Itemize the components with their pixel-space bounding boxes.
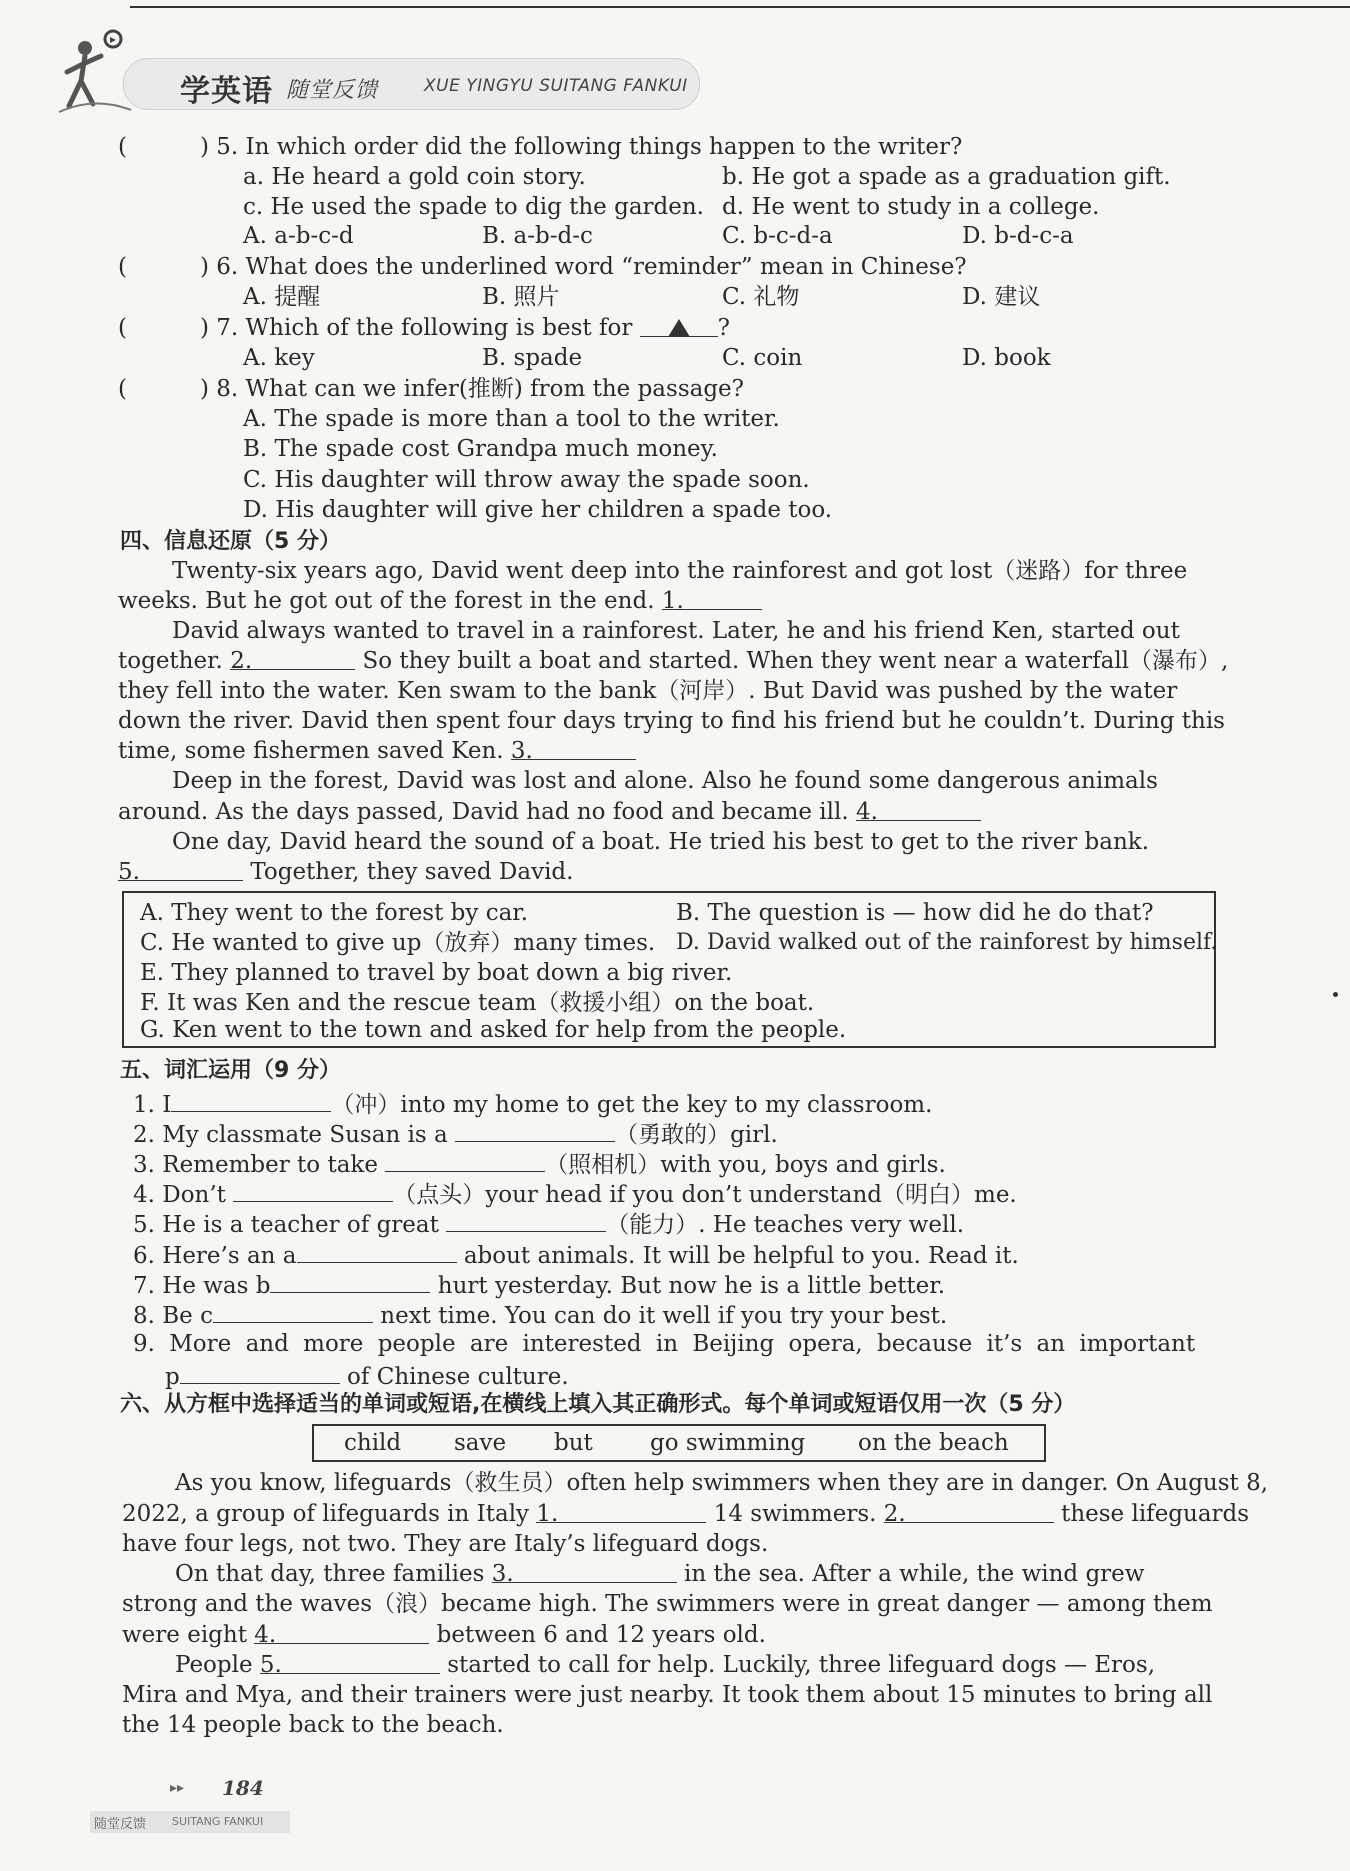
q7-option-d: D. book	[962, 345, 1051, 371]
s5-text: 6. Here’s an a	[133, 1243, 297, 1269]
s4-p3-line1: Deep in the forest, David was lost and alone. Also he found some dangerous animals	[172, 768, 1158, 794]
s6-blank-1[interactable]	[536, 1500, 706, 1527]
blank-number: 1.	[536, 1501, 559, 1527]
s6-p3-line3: the 14 people back to the beach.	[122, 1712, 504, 1738]
s5-blank-4[interactable]	[233, 1179, 393, 1202]
s6-text: between 6 and 12 years old.	[436, 1622, 766, 1648]
q5-item-b: b. He got a spade as a graduation gift.	[722, 164, 1171, 190]
s4-text: weeks. But he got out of the forest in the end.	[118, 588, 655, 614]
s5-item-4	[133, 1179, 1017, 1209]
s5-blank-6[interactable]	[297, 1240, 457, 1263]
footer-label-cn: 随堂反馈	[94, 1817, 147, 1832]
s4-p2-line4: down the river. David then spent four days trying to find his friend but he couldn’t. During this	[118, 708, 1225, 734]
s5-text: （勇敢的）girl.	[615, 1122, 778, 1148]
section-4-options-box	[122, 891, 1216, 1048]
s6-p2-line2: strong and the waves（浪）became high. The swimmers were in great danger — among them	[122, 1591, 1213, 1617]
s6-text: started to call for help. Luckily, three lifeguard dogs — Eros,	[447, 1652, 1156, 1678]
s6-blank-3[interactable]	[491, 1560, 677, 1587]
blank-number: 3.	[510, 738, 533, 764]
q6-option-a: A. 提醒	[243, 284, 321, 310]
s5-text: of Chinese culture.	[347, 1364, 569, 1390]
s5-text: （照相机）with you, boys and girls.	[545, 1152, 946, 1178]
s6-p1-line2	[122, 1500, 1249, 1528]
s4-option-c: C. He wanted to give up（放弃）many times.	[140, 930, 656, 956]
s5-blank-3[interactable]	[385, 1149, 545, 1172]
question-8: ) 8. What can we infer(推断) from the passage?	[200, 376, 745, 402]
question-6: ) 6. What does the underlined word “reminder” mean in Chinese?	[200, 254, 967, 280]
blank-number: 4.	[254, 1622, 277, 1648]
q8-option-d: D. His daughter will give her children a spade too.	[243, 497, 833, 523]
s4-option-g: G. Ken went to the town and asked for help from the people.	[140, 1017, 847, 1043]
section-6-heading: 六、从方框中选择适当的单词或短语,在横线上填入其正确形式。每个单词或短语仅用一次（5 分）	[120, 1392, 1076, 1417]
paren: (	[118, 315, 127, 341]
header-title-cn: 学英语	[180, 74, 273, 109]
question-7	[200, 314, 730, 342]
q8-option-b: B. The spade cost Grandpa much money.	[243, 436, 718, 462]
q5-item-c: c. He used the spade to dig the garden.	[243, 194, 704, 220]
s4-option-e: E. They planned to travel by boat down a big river.	[140, 960, 733, 986]
s5-text: 1. I	[133, 1092, 172, 1118]
s4-p3-line2	[118, 798, 981, 826]
s5-item-8	[133, 1300, 947, 1330]
s6-p3-line1	[175, 1651, 1155, 1679]
s5-item-9-line2	[165, 1361, 569, 1391]
s6-text: People	[175, 1652, 253, 1678]
s5-blank-8[interactable]	[213, 1300, 373, 1323]
s4-p1-line2	[118, 587, 762, 615]
q6-option-c: C. 礼物	[722, 284, 800, 310]
s4-option-f: F. It was Ken and the rescue team（救援小组）on the boat.	[140, 990, 815, 1016]
section-4-heading: 四、信息还原（5 分）	[120, 529, 341, 554]
s6-text: 14 swimmers.	[713, 1501, 877, 1527]
s5-text: 8. Be c	[133, 1303, 213, 1329]
word-go-swimming: go swimming	[650, 1430, 806, 1456]
s5-text: p	[165, 1364, 180, 1390]
paren: (	[118, 254, 127, 280]
s6-p2-line3	[122, 1621, 766, 1649]
s4-blank-3[interactable]	[510, 737, 636, 764]
q7-option-c: C. coin	[722, 345, 803, 371]
blank-number: 2.	[883, 1501, 906, 1527]
section-5-heading: 五、词汇运用（9 分）	[120, 1058, 341, 1083]
s6-text: these lifeguards	[1061, 1501, 1250, 1527]
page-header	[55, 20, 688, 120]
s6-blank-2[interactable]	[883, 1500, 1054, 1527]
s6-p1-line1: As you know, lifeguards（救生员）often help swimmers when they are in danger. On August 8,	[175, 1470, 1269, 1496]
header-title-cn2: 随堂反馈	[286, 78, 379, 103]
s5-blank-9[interactable]	[180, 1361, 340, 1384]
word-on-the-beach: on the beach	[858, 1430, 1009, 1456]
s5-text: （冲）into my home to get the key to my classroom.	[331, 1092, 933, 1118]
s4-p2-line5	[118, 737, 636, 765]
q5-item-a: a. He heard a gold coin story.	[243, 164, 586, 190]
s6-text: were eight	[122, 1622, 247, 1648]
s5-item-5	[133, 1209, 964, 1239]
header-title-en: XUE YINGYU SUITANG FANKUI	[424, 76, 688, 96]
word-but: but	[554, 1430, 593, 1456]
s5-item-3	[133, 1149, 946, 1179]
s5-item-2	[133, 1119, 778, 1149]
margin-dot	[1333, 992, 1338, 997]
s4-text: time, some fishermen saved Ken.	[118, 738, 504, 764]
s5-blank-7[interactable]	[270, 1270, 430, 1293]
q7-text: ) 7. Which of the following is best for	[200, 315, 633, 341]
s5-text: 7. He was b	[133, 1273, 271, 1299]
s5-item-7	[133, 1270, 945, 1300]
s5-text: 5. He is a teacher of great	[133, 1212, 439, 1238]
s4-option-b: B. The question is — how did he do that?	[676, 900, 1154, 926]
s5-text: 2. My classmate Susan is a	[133, 1122, 448, 1148]
question-5: ) 5. In which order did the following things happen to the writer?	[200, 134, 963, 160]
s4-p2-line3: they fell into the water. Ken swam to the bank（河岸）. But David was pushed by the water	[118, 678, 1178, 704]
q5-option-d: D. b-d-c-a	[962, 223, 1074, 249]
s4-blank-2[interactable]	[230, 647, 355, 674]
s5-blank-5[interactable]	[446, 1209, 606, 1232]
s5-text: hurt yesterday. But now he is a little better.	[437, 1273, 946, 1299]
blank-number: 4.	[856, 799, 878, 825]
s6-text: in the sea. After a while, the wind grew	[684, 1561, 1145, 1587]
blank-number: 5.	[118, 859, 140, 885]
footer-arrow-icon: ▸▸	[170, 1780, 185, 1796]
s6-p2-line1	[175, 1560, 1144, 1588]
s4-p2-line1: David always wanted to travel in a rainforest. Later, he and his friend Ken, started out	[172, 618, 1180, 644]
s6-text: 2022, a group of lifeguards in Italy	[122, 1501, 530, 1527]
paren: (	[118, 376, 127, 402]
s4-blank-1[interactable]	[661, 587, 762, 614]
blank-number: 3.	[491, 1561, 514, 1587]
q7-option-a: A. key	[243, 345, 315, 371]
s5-item-9: 9. More and more people are interested in Beijing opera, because it’s an important	[133, 1331, 1196, 1357]
s6-blank-5[interactable]	[259, 1651, 440, 1678]
s5-text: next time. You can do it well if you try your best.	[380, 1303, 948, 1329]
header-title-pill	[123, 58, 700, 110]
s6-text: On that day, three families	[175, 1561, 485, 1587]
paren: (	[118, 134, 127, 160]
q7-blank[interactable]	[640, 314, 718, 337]
blank-number: 5.	[259, 1652, 282, 1678]
triangle-icon	[668, 319, 690, 337]
q6-option-b: B. 照片	[482, 284, 560, 310]
page-number: 184	[222, 1776, 264, 1800]
q5-option-b: B. a-b-d-c	[482, 223, 593, 249]
s5-item-1	[133, 1089, 932, 1119]
s6-blank-4[interactable]	[254, 1621, 429, 1648]
s5-text: 3. Remember to take	[133, 1152, 378, 1178]
s6-p1-line3: have four legs, not two. They are Italy’s lifeguard dogs.	[122, 1531, 769, 1557]
q5-option-c: C. b-c-d-a	[722, 223, 833, 249]
footer-label-en: SUITANG FANKUI	[172, 1815, 264, 1828]
top-rule	[130, 6, 1350, 8]
q8-option-c: C. His daughter will throw away the spade soon.	[243, 467, 810, 493]
s5-item-6	[133, 1240, 1019, 1270]
s6-p3-line2: Mira and Mya, and their trainers were just nearby. It took them about 15 minutes to bring all	[122, 1682, 1213, 1708]
s4-p2-line2	[118, 647, 1228, 675]
word-child: child	[344, 1430, 402, 1456]
q5-option-a: A. a-b-c-d	[243, 223, 354, 249]
blank-number: 1.	[661, 588, 684, 614]
q8-option-a: A. The spade is more than a tool to the writer.	[243, 406, 780, 432]
s4-p4-line2	[118, 858, 573, 886]
s4-text: around. As the days passed, David had no food and became ill.	[118, 799, 849, 825]
s5-text: about animals. It will be helpful to you. Read it.	[463, 1243, 1019, 1269]
blank-number: 2.	[230, 648, 253, 674]
s4-p4-line1: One day, David heard the sound of a boat. He tried his best to get to the river bank.	[172, 829, 1150, 855]
s4-blank-4[interactable]	[856, 798, 981, 825]
q6-option-d: D. 建议	[962, 284, 1041, 310]
s5-text: （点头）your head if you don’t understand（明白）me.	[393, 1182, 1017, 1208]
s5-blank-1[interactable]	[171, 1089, 331, 1112]
s4-text: together.	[118, 648, 223, 674]
s4-text: So they built a boat and started. When they went near a waterfall（瀑布）,	[362, 648, 1229, 674]
q7-mark: ?	[717, 315, 730, 341]
s5-text: 4. Don’t	[133, 1182, 226, 1208]
word-save: save	[454, 1430, 507, 1456]
s4-p1-line1: Twenty-six years ago, David went deep into the rainforest and got lost（迷路）for three	[172, 558, 1188, 584]
s4-option-d: D. David walked out of the rainforest by himself.	[676, 930, 1218, 955]
q7-option-b: B. spade	[482, 345, 583, 371]
s5-blank-2[interactable]	[455, 1119, 615, 1142]
s4-option-a: A. They went to the forest by car.	[140, 900, 529, 926]
s5-text: （能力）. He teaches very well.	[606, 1212, 965, 1238]
s4-blank-5[interactable]	[118, 858, 243, 885]
runner-logo-icon	[55, 26, 135, 116]
word-box	[312, 1424, 1046, 1462]
q5-item-d: d. He went to study in a college.	[722, 194, 1100, 220]
s4-text: Together, they saved David.	[250, 859, 574, 885]
